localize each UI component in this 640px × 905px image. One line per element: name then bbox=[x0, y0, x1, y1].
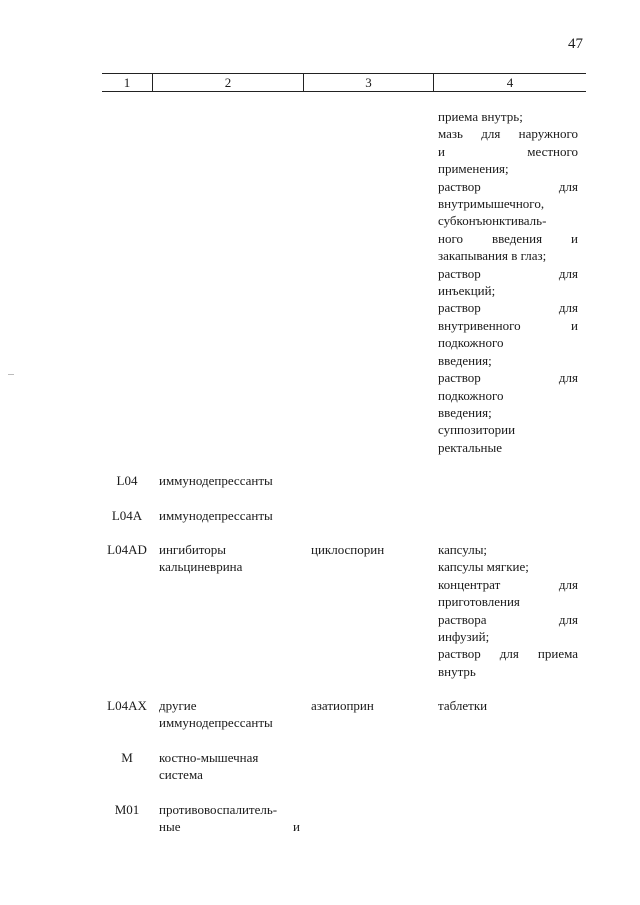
form-line: внутрь bbox=[438, 663, 476, 679]
form-line: мазь для наружного bbox=[438, 126, 578, 142]
form-line: капсулы мягкие; bbox=[438, 559, 529, 575]
group-line: ингибиторы bbox=[159, 542, 227, 557]
form-line: раствор для bbox=[438, 370, 578, 386]
form-line: субконъюнктиваль- bbox=[438, 213, 547, 229]
row-drug: циклоспорин bbox=[311, 542, 385, 557]
row-group bbox=[159, 749, 300, 784]
form-line: капсулы; bbox=[438, 542, 488, 557]
form-line: суппозитории bbox=[438, 422, 516, 438]
row-group bbox=[159, 801, 300, 836]
group-line: кальциневрина bbox=[159, 559, 243, 575]
group-line: другие bbox=[159, 698, 197, 713]
group-line: иммунодепрессанты bbox=[159, 473, 273, 488]
row-code: L04AD bbox=[107, 542, 147, 557]
form-line: концентрат для bbox=[438, 576, 578, 592]
row-forms bbox=[438, 697, 578, 714]
header-col-3: 3 bbox=[365, 75, 372, 90]
form-line: таблетки bbox=[438, 698, 488, 713]
row-group bbox=[159, 507, 300, 524]
form-line: ного введения и bbox=[438, 230, 578, 246]
row-drug: азатиоприн bbox=[311, 698, 374, 713]
form-line: подкожного bbox=[438, 387, 504, 403]
form-line: раствора для bbox=[438, 611, 578, 627]
group-line: иммунодепрессанты bbox=[159, 715, 273, 731]
row-group bbox=[159, 697, 300, 732]
row-code: L04AX bbox=[107, 698, 147, 713]
form-line: приготовления bbox=[438, 594, 520, 610]
row-group bbox=[159, 472, 300, 489]
form-line: инъекций; bbox=[438, 283, 496, 299]
group-line: система bbox=[159, 767, 203, 783]
form-line: применения; bbox=[438, 161, 509, 177]
form-line: и местного bbox=[438, 143, 578, 159]
form-line: раствор для bbox=[438, 265, 578, 281]
header-col-2: 2 bbox=[224, 75, 232, 90]
form-line: закапывания в глаз; bbox=[438, 248, 547, 264]
form-line: внутривенного и bbox=[438, 317, 578, 333]
group-line: противовоспалитель- bbox=[159, 802, 278, 817]
header-col-1: 1 bbox=[123, 75, 131, 90]
group-line: ные и bbox=[159, 819, 300, 835]
row-code: L04 bbox=[116, 473, 138, 488]
row-code: M01 bbox=[114, 802, 140, 817]
row-code: M bbox=[121, 750, 133, 765]
form-line: введения; bbox=[438, 404, 492, 420]
group-line: иммунодепрессанты bbox=[159, 508, 273, 523]
form-line: ректальные bbox=[438, 439, 503, 455]
table-header bbox=[102, 73, 586, 92]
form-line: раствор для приема bbox=[438, 646, 578, 662]
page-number: 47 bbox=[568, 36, 583, 52]
form-line: введения; bbox=[438, 352, 492, 368]
form-line: подкожного bbox=[438, 335, 504, 351]
form-line: приема внутрь; bbox=[438, 109, 523, 124]
group-line: костно-мышечная bbox=[159, 750, 259, 765]
scan-mark bbox=[8, 374, 14, 375]
row-group bbox=[159, 541, 300, 576]
header-col-4: 4 bbox=[506, 75, 514, 90]
form-line: раствор для bbox=[438, 178, 578, 194]
row-forms bbox=[438, 541, 578, 680]
form-line: инфузий; bbox=[438, 629, 490, 645]
form-line: раствор для bbox=[438, 300, 578, 316]
continued-dosage-forms bbox=[438, 108, 578, 456]
form-line: внутримышечного, bbox=[438, 196, 545, 212]
row-code: L04A bbox=[111, 508, 143, 523]
